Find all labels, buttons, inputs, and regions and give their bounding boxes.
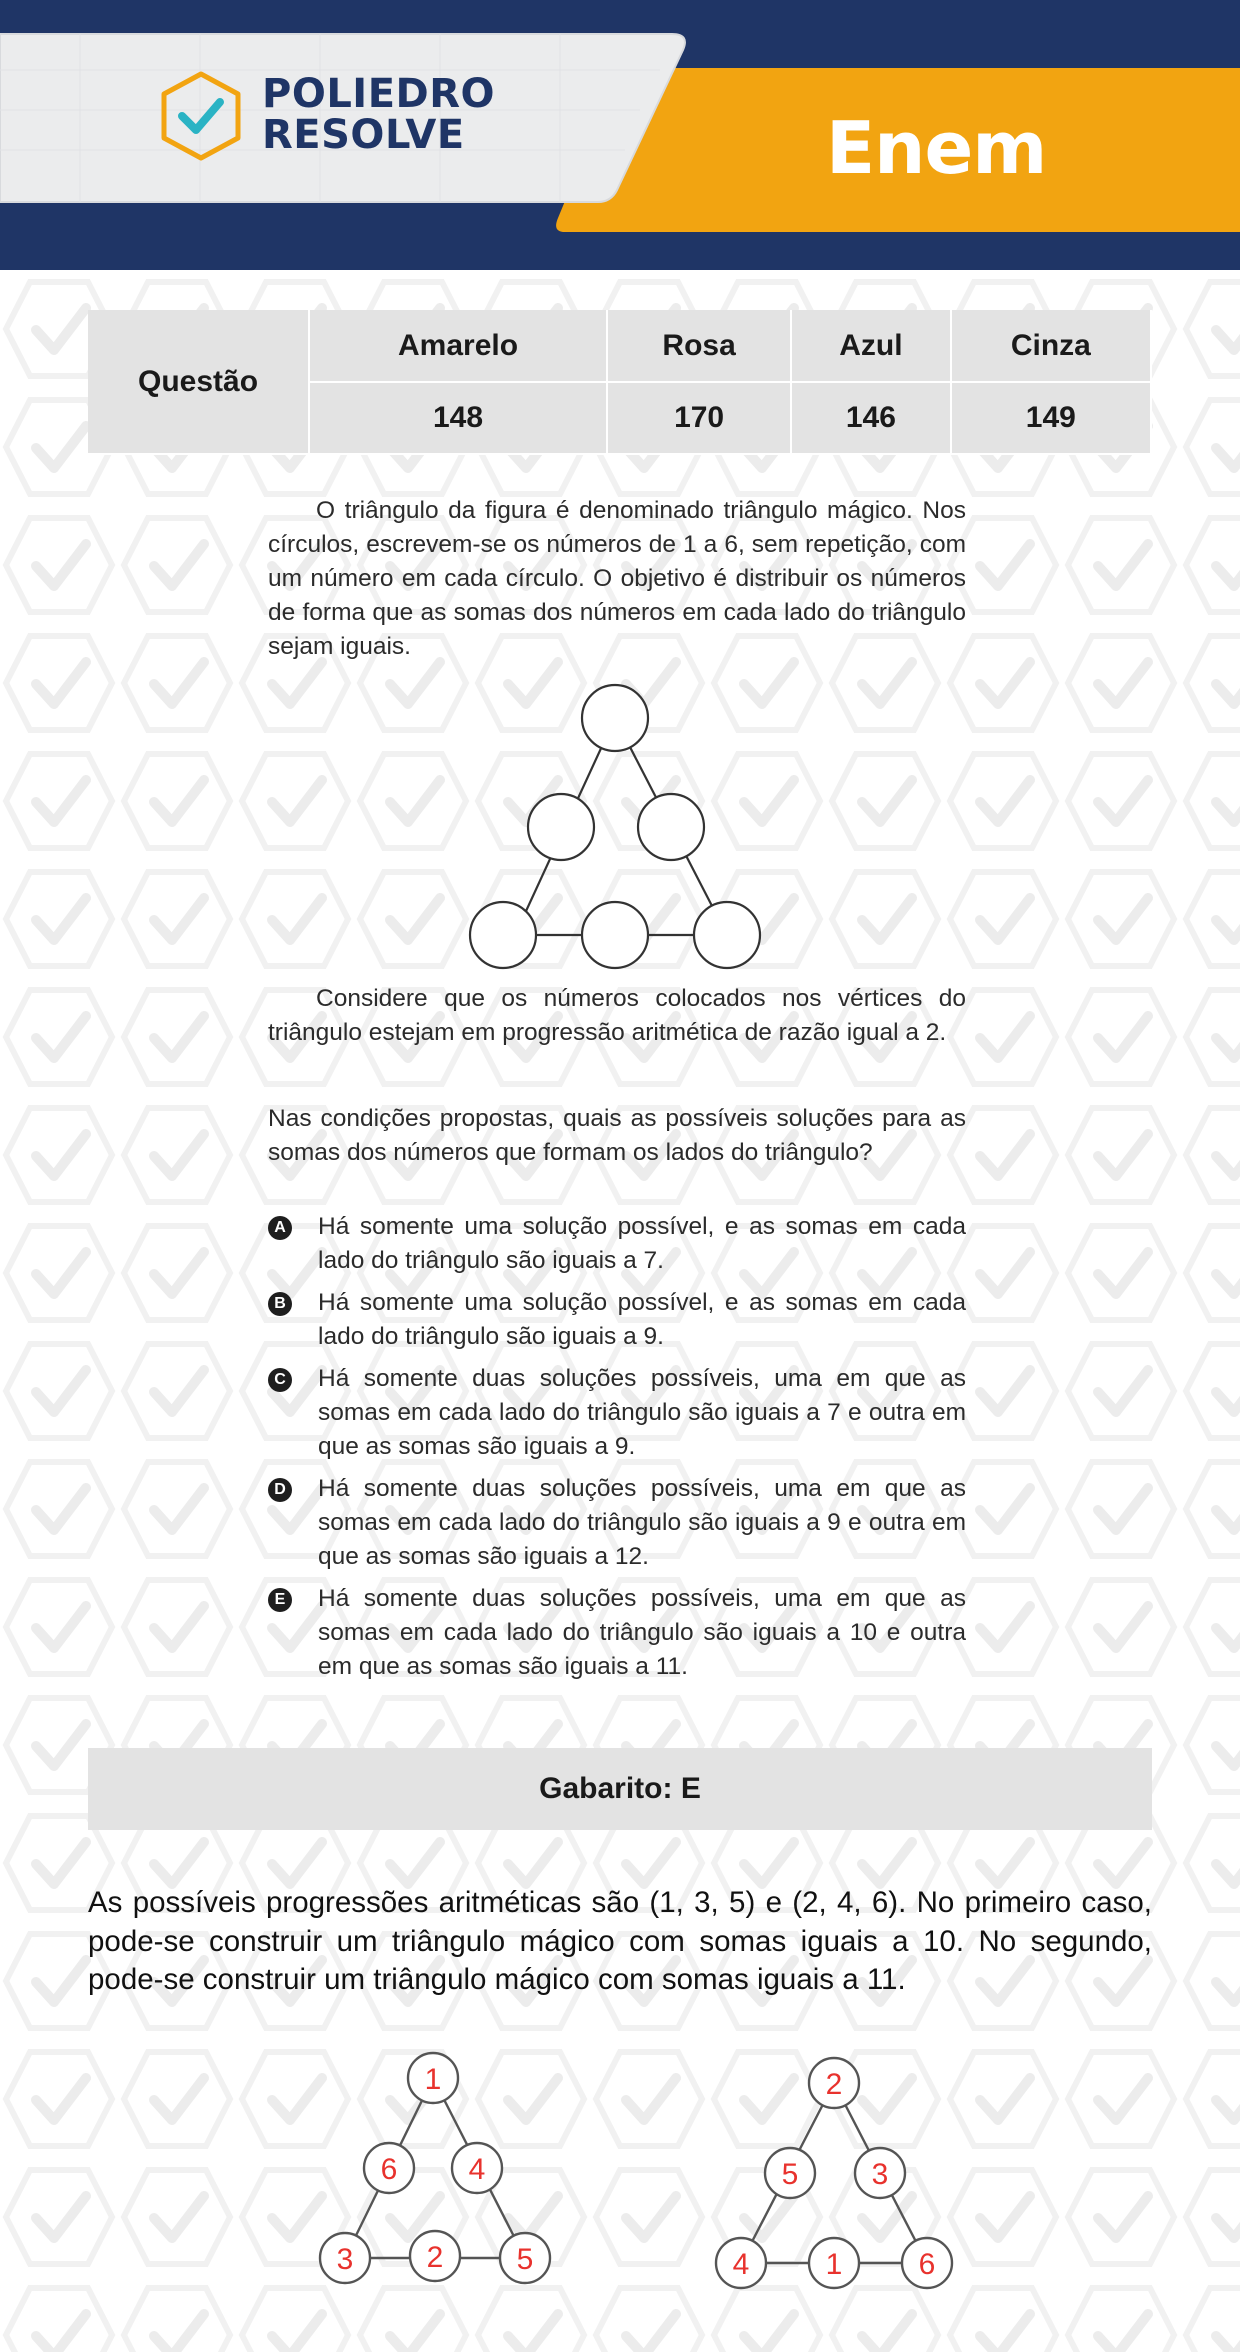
- tri2-bottom-right-number: 6: [918, 2248, 936, 2281]
- question-condition: Considere que os números colocados nos vértices do triângulo estejam em progressão aritmética de razão igual a 2.: [268, 985, 966, 1046]
- option-text-b: Há somente uma solução possível, e as somas em cada lado do triângulo são iguais a 9.: [318, 1289, 966, 1350]
- resolution-text: As possíveis progressões aritméticas são (1, 3, 5) e (2, 4, 6). No primeiro caso, pode-se construir um triângulo mágico com somas iguais a 10. No segundo, pode-se construir um triângulo mágico com somas iguais a 11.: [88, 1886, 1152, 1996]
- question-condition-block: [268, 982, 966, 1050]
- option-letter-c: C: [268, 1368, 292, 1392]
- color-header-amarelo: Amarelo: [309, 310, 607, 382]
- color-header-azul: Azul: [791, 310, 951, 382]
- option-text-e: Há somente duas soluções possíveis, uma em que as somas em cada lado do triângulo são iguais a 10 e outra em que as somas são iguais a 11.: [318, 1585, 966, 1680]
- tri2-bottom-mid-number: 1: [825, 2248, 843, 2281]
- tri1-bottom-mid-number: 2: [426, 2241, 444, 2274]
- question-prompt: Nas condições propostas, quais as possíveis soluções para as somas dos números que formam os lados do triângulo?: [268, 1105, 966, 1166]
- color-header-rosa: Rosa: [607, 310, 791, 382]
- header-banner: [0, 0, 1240, 270]
- tri2-bottom-left-number: 4: [732, 2248, 750, 2281]
- solution-triangle-1: [308, 2050, 558, 2276]
- option-text-d: Há somente duas soluções possíveis, uma em que as somas em cada lado do triângulo são iguais a 9 e outra em que as somas são iguais a 12.: [318, 1475, 966, 1570]
- exam-title: Enem: [826, 106, 1047, 190]
- question-number-cinza: 149: [951, 382, 1151, 454]
- circle-right-mid: [638, 794, 704, 860]
- brand-line-2: RESOLVE: [262, 112, 465, 158]
- question-prompt-block: [268, 1102, 966, 1170]
- answer-key-bar: Gabarito: E: [88, 1748, 1152, 1830]
- question-number-azul: 146: [791, 382, 951, 454]
- option-letter-a: A: [268, 1216, 292, 1240]
- option-letter-d: D: [268, 1478, 292, 1502]
- color-header-cinza: Cinza: [951, 310, 1151, 382]
- question-number-amarelo: 148: [309, 382, 607, 454]
- circle-bottom-right: [694, 902, 760, 968]
- option-text-c: Há somente duas soluções possíveis, uma em que as somas em cada lado do triângulo são iguais a 7 e outra em que as somas são iguais a 9.: [318, 1365, 966, 1460]
- option-letter-b: B: [268, 1292, 292, 1316]
- tri1-right-mid-number: 4: [468, 2153, 486, 2186]
- logo-check-icon: [158, 70, 244, 162]
- tri1-top-number: 1: [424, 2063, 442, 2096]
- option-text-a: Há somente uma solução possível, e as somas em cada lado do triângulo são iguais a 7.: [318, 1213, 966, 1274]
- question-number-rosa: 170: [607, 382, 791, 454]
- circle-left-mid: [528, 794, 594, 860]
- brand-logo-text: [262, 71, 496, 158]
- question-label-cell: Questão: [88, 310, 309, 454]
- option-letter-e: E: [268, 1588, 292, 1612]
- brand-line-1: POLIEDRO: [262, 71, 496, 117]
- tri1-bottom-right-number: 5: [516, 2243, 534, 2276]
- question-number-table: [88, 310, 1152, 455]
- question-statement: [268, 494, 966, 664]
- circle-bottom-left: [470, 902, 536, 968]
- tri2-top-number: 2: [825, 2068, 843, 2101]
- tri1-bottom-left-number: 3: [336, 2243, 354, 2276]
- circle-top: [582, 685, 648, 751]
- solution-triangle-2: [709, 2055, 959, 2281]
- question-intro: O triângulo da figura é denominado triângulo mágico. Nos círculos, escrevem-se os números de 1 a 6, sem repetição, com um número em cada círculo. O objetivo é distribuir os números de forma que as somas dos números em cada lado do triângulo sejam iguais.: [268, 497, 966, 660]
- magic-triangle-figure: [465, 680, 765, 970]
- tri1-left-mid-number: 6: [380, 2153, 398, 2186]
- tri2-left-mid-number: 5: [781, 2158, 799, 2191]
- tri2-right-mid-number: 3: [871, 2158, 889, 2191]
- circle-bottom-mid: [582, 902, 648, 968]
